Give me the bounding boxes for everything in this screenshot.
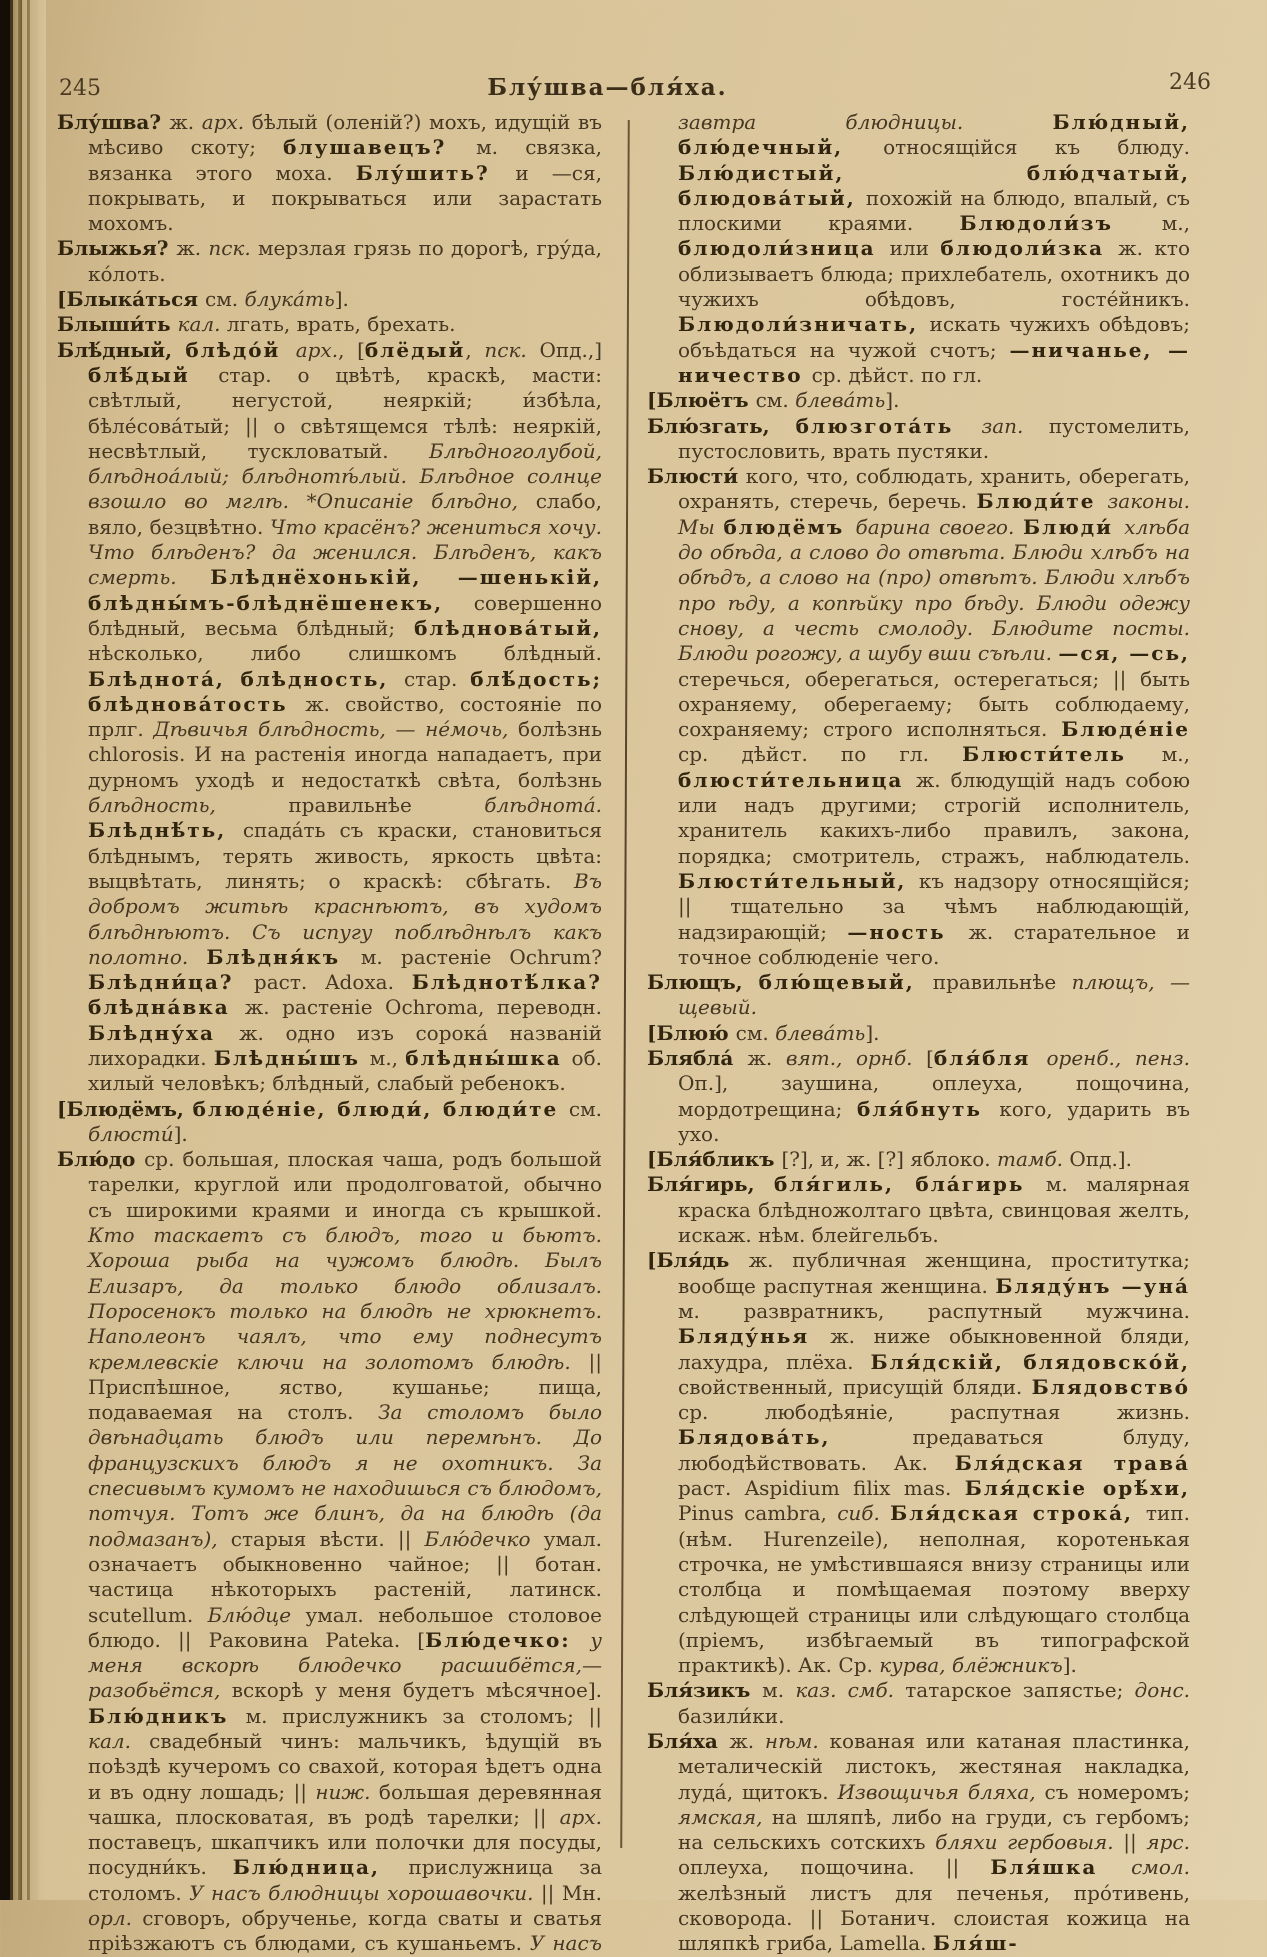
right-column bbox=[647, 110, 1190, 1957]
dictionary-entry: Блыши́ть кал. лгать, врать, брехать. bbox=[57, 312, 456, 337]
dictionary-entry: [Блыка́ться см. блука́ть]. bbox=[57, 287, 349, 312]
dictionary-entry: Блю́згать, блюзгота́ть зап. пустомелить, пустословить, врать пустяки. bbox=[647, 413, 1190, 463]
dictionary-entry: [Бля́бликъ [?], и, ж. [?] яблоко. тамб. Опд.]. bbox=[647, 1147, 1132, 1172]
left-column bbox=[57, 110, 602, 1957]
dictionary-entry: [Блюю́ см. блева́ть]. bbox=[647, 1020, 880, 1045]
dictionary-entry: Бля́зикъ м. каз. смб. татарское запястье; донс. базили́ки. bbox=[647, 1678, 1190, 1728]
dictionary-entry: завтра блюдницы. Блю́дный, блю́дечный, относящійся къ блюду. Блю́дистый, блю́дчатый, блюдова́тый, похожій на блюдо, впалый, съ плоскими краями. Блюдоли́зъ м., блюдоли́зница или блюдоли́зка ж. кто облизываетъ блюда; прихлебатель, охотникъ до чужихъ обѣдовъ, госте́йникъ. Блюдоли́зничать, искать чужихъ обѣдовъ; объѣдаться на чужой счотъ; —ничанье, —ничество ср. дѣйст. по гл. bbox=[678, 110, 1191, 387]
dictionary-entry: Блюсти́ кого, что, соблюдать, хранить, оберегать, охранять, стеречь, беречь. Блюди́те законы. Мы блюдёмъ барина своего. Блюди́ хлѣба до обѣда, а слово до отвѣта. Блюди хлѣбъ на обѣдъ, а слово на (про) отвѣтъ. Блюди хлѣбъ про ѣду, а копѣйку про бѣду. Блюди одежу снову, а честь смолоду. Блюдите посты. Блюди рогожу, а шубу вши съѣли. —ся, —сь, стеречься, оберегаться, остерегаться; || быть охраняему, оберегаему; быть соблюдаему, сохраняему; строго исполняться. Блюде́ніе ср. дѣйст. по гл. Блюсти́тель м., блюсти́тельница ж. блюдущій надъ собою или надъ другими; строгій исполнитель, хранитель какихъ-либо правилъ, закона, порядка; смотритель, стражъ, наблюдатель. Блюсти́тельный, къ надзору относящійся; || тщательно за чѣмъ наблюдающій, надзирающій; —ность ж. старательное и точное соблюденіе чего. bbox=[647, 464, 1191, 969]
dictionary-entry: [Бля́дь ж. публичная женщина, проститутка; вообще распутная женщина. Бляду́нъ —уна́ м. развратникъ, распутный мужчина. Бляду́нья ж. ниже обыкновенной бляди, лахудра, плёха. Бля́дскій, блядовско́й, свойственный, присущій бляди. Блядовство́ ср. любодѣяніе, распутная жизнь. Блядова́ть, предаваться блуду, любодѣйствовать. Ак. Бля́дская трава́ раст. Aspidium filix mas. Бля́дскіе орѣ́хи, Pinus cambra, сиб. Бля́дская строка́, тип. (нѣм. Hurenzeile), неполная, коротенькая строчка, не умѣстившаяся внизу страницы или столбца и помѣщаемая поэтому вверху слѣдующей страницы или слѣдующаго столбца (пріемъ, избѣгаемый въ типографской практикѣ). Ак. Ср. курва, блёжникъ]. bbox=[647, 1248, 1191, 1678]
dictionary-entry: Блыжья? ж. пск. мерзлая грязь по дорогѣ, гру́да, ко́лоть. bbox=[57, 236, 602, 286]
dictionary-entry: Блѣ́дный, блѣдо́й арх., [блёдый, пск. Опд.,] блѣ́дый стар. о цвѣтѣ, краскѣ, масти: свѣтлый, негустой, неяркій; и́збѣла, бѣле́сова́тый; || о свѣтящемся тѣлѣ: неяркій, несвѣтлый, тускловатый. Блѣдноголубой, блѣдноа́лый; блѣднотѣ́лый. Блѣдное солнце взошло во мглѣ. *Описаніе блѣдно, слабо, вяло, безцвѣтно. Что красёнъ? жениться хочу. Что блѣденъ? да женился. Блѣденъ, какъ смерть. Блѣднёхонькій, —шенькій, блѣдны́мъ-блѣднёшенекъ, совершенно блѣдный, весьма блѣдный; блѣднова́тый, нѣсколько, либо слишкомъ блѣдный. Блѣднота́, блѣдность, стар. блѣ́дость; блѣднова́тость ж. свойство, состояніе по прлг. Дѣвичья блѣдность, — не́мочь, болѣзнь chlorosis. И на растенія иногда нападаетъ, при дурномъ уходѣ и недостаткѣ свѣта, болѣзнь блѣдность, правильнѣе блѣднота́. Блѣднѣ́ть, спада́ть съ краски, становиться блѣднымъ, терять живость, яркость цвѣта: выцвѣтать, линять; о краскѣ: сбѣгать. Въ добромъ житьѣ краснѣютъ, въ худомъ блѣднѣютъ. Съ испугу поблѣднѣлъ какъ полотно. Блѣдня́къ м. растеніе Ochrum? Блѣдни́ца? раст. Adoxa. Блѣднотѣ́лка? блѣдна́вка ж. растеніе Ochroma, переводн. Блѣдну́ха ж. одно изъ сорока́ названій лихорадки. Блѣдны́шъ м., блѣдны́шка об. хилый человѣкъ; блѣдный, слабый ребенокъ. bbox=[57, 337, 603, 1096]
book-gutter-edge bbox=[0, 0, 46, 1900]
dictionary-entry: Блу́шва? ж. арх. бѣлый (оленій?) мохъ, идущій въ мѣсиво скоту; блушавецъ? м. связка, вязанка этого моха. Блу́шить? и —ся, покрывать, и покрываться или зарастать мохомъ. bbox=[57, 110, 602, 236]
dictionary-entry: Блющъ, блю́щевый, правильнѣе плющъ, —щевый. bbox=[647, 970, 1190, 1020]
dictionary-entry: Блябла́ ж. вят., орнб. [бля́бля оренб., пенз. Оп.], заушина, оплеуха, пощочина, мордотрещина; бля́бнуть кого, ударить въ ухо. bbox=[647, 1045, 1190, 1146]
page-header bbox=[46, 70, 1221, 108]
page-number-left: 245 bbox=[59, 76, 101, 101]
dictionary-entry: [Блюдёмъ, блюде́ніе, блюди́, блюди́те см. блюсти́]. bbox=[57, 1096, 603, 1146]
running-title: Блу́шва—бля́ха. bbox=[487, 74, 728, 101]
page-number-right: 246 bbox=[1169, 70, 1211, 95]
dictionary-entry: Бля́ха ж. нѣм. кованая или катаная пластинка, металическій листокъ, жестяная накладка, луда́, щитокъ. Извощичья бляха, съ номеромъ; ямская, на шляпѣ, либо на груди, съ гербомъ; на сельскихъ сотскихъ бляхи гербовыя. || ярс. оплеуха, пощочина. || Бля́шка смол. желѣзный листъ для печенья, про́тивень, сковорода. || Ботанич. слоистая кожица на шляпкѣ гриба, Lamella. Бля́ш- bbox=[647, 1729, 1190, 1956]
dictionary-entry: Блю́до ср. большая, плоская чаша, родъ большой тарелки, круглой или продолговатой, обычно съ широкими краями и иногда съ крышкой. Кто таскаетъ съ блюдъ, того и бьютъ. Хороша рыба на чужомъ блюдѣ. Былъ Елизаръ, да только блюдо облизалъ. Поросенокъ только на блюдѣ не хрюкнетъ. Наполеонъ чаялъ, что ему поднесутъ кремлевскіе ключи на золотомъ блюдѣ. || Приспѣшное, яство, кушанье; пища, подаваемая на столъ. За столомъ было двѣнадцать блюдъ или перемѣнъ. До французскихъ блюдъ я не охотникъ. За спесивымъ кумомъ не находишься съ блюдомъ, потчуя. Тотъ же блинъ, да на блюдѣ (да подмазанъ), старыя вѣсти. || Блю́дечко умал. означаетъ обыкновенно чайное; || ботан. частица нѣкоторыхъ растеній, латинск. scutellum. Блю́дце умал. небольшое столовое блюдо. || Раковина Pateka. [Блю́дечко: у меня вскорѣ блюдечко расшибётся,—разобьётся, вскорѣ у меня будетъ мѣсячное]. Блю́дникъ м. прислужникъ за столомъ; || кал. свадебный чинъ: мальчикъ, ѣдущій въ поѣздѣ кучеромъ со свахой, которая ѣдетъ одна и въ одну лошадь; || ниж. большая деревянная чашка, плосковатая, въ родѣ тарелки; || арх. поставецъ, шкапчикъ или полочки для посуды, посудни́къ. Блю́дница, прислужница за столомъ. У насъ блюдницы хорошавочки. || Мн. орл. сговоръ, обрученье, когда сваты и сватья пріѣзжаютъ съ блюдами, съ кушаньемъ. У насъ bbox=[57, 1147, 602, 1956]
dictionary-entry: [Блюётъ см. блева́ть]. bbox=[647, 388, 900, 413]
dictionary-entry: Бля́гирь, бля́гиль, бла́гирь м. малярная краска блѣдножолтаго цвѣта, свинцовая желть, искаж. нѣм. блейгельбъ. bbox=[647, 1172, 1191, 1248]
column-divider-rule bbox=[620, 120, 630, 1848]
